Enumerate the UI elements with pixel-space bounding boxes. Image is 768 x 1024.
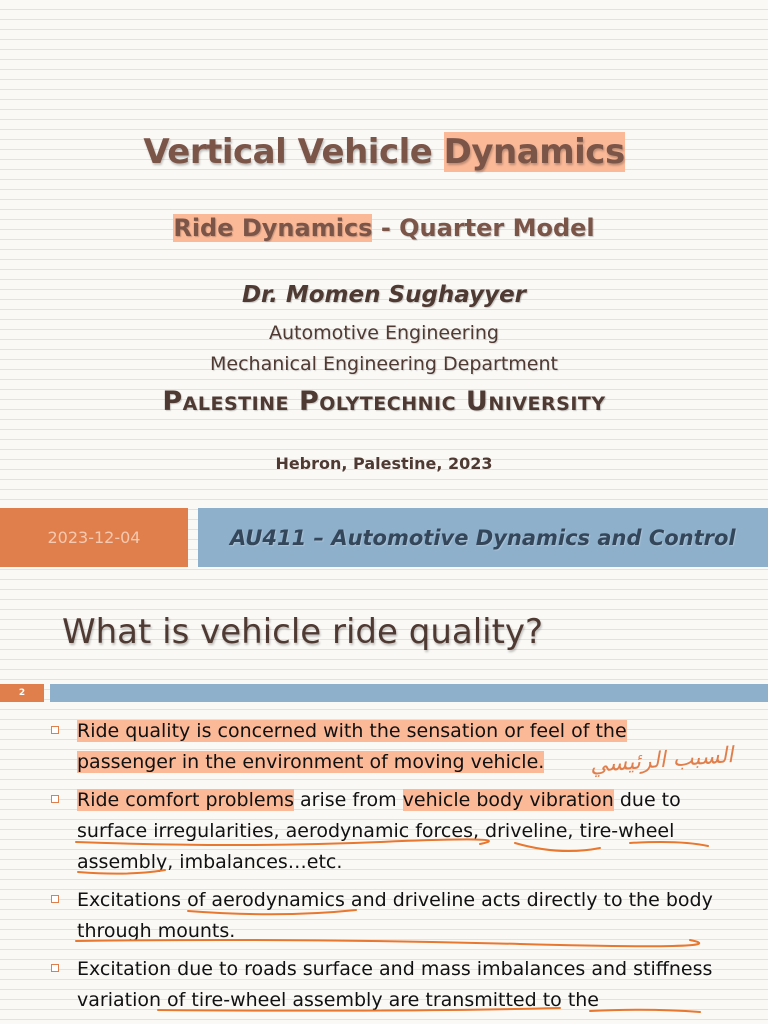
bullet-square-icon — [51, 895, 59, 903]
univ-word: OLYTECHNIC — [319, 393, 457, 415]
header-bar — [50, 684, 768, 702]
author-name: Dr. Momen Sughayyer — [241, 282, 527, 308]
date-footer: 2023-12-04 — [0, 508, 188, 567]
bullet-text: Excitation due to roads surface and mass imbalances and stiffness variation of tire-wheel assembly are transmitted to the — [77, 958, 713, 1011]
bullet-item — [0, 785, 768, 878]
slide-subtitle — [0, 214, 768, 242]
bullet-item — [0, 885, 768, 947]
bullet-text: due to surface irregularities, aerodynamic forces, driveline, tire-wheel assembly, imbalances…etc. — [77, 789, 681, 873]
bullet-highlight: Ride comfort problems — [77, 789, 294, 811]
slide-number: 2 — [0, 684, 44, 702]
university-name — [0, 386, 768, 417]
bullet-square-icon — [51, 726, 59, 734]
bullet-item — [0, 954, 768, 1016]
univ-initial: U — [465, 386, 489, 417]
subtitle-text: - Quarter Model — [372, 214, 595, 242]
program-name: Automotive Engineering — [269, 322, 499, 344]
subtitle-highlight: Ride Dynamics — [173, 214, 373, 242]
handwritten-note: السبب الرئيسي — [589, 743, 735, 778]
univ-word: ALESTINE — [182, 393, 290, 415]
bullet-text: Excitations of aerodynamics and driveline acts directly to the body through mounts. — [77, 889, 713, 942]
univ-word: NIVERSITY — [488, 393, 606, 415]
bullet-square-icon — [51, 795, 59, 803]
bullet-square-icon — [51, 964, 59, 972]
univ-initial: P — [298, 386, 320, 417]
place-year: Hebron, Palestine, 2023 — [275, 454, 493, 473]
title-highlight: Dynamics — [443, 132, 625, 172]
bullet-highlight: vehicle body vibration — [402, 789, 614, 811]
bullet-text: arise from — [293, 789, 403, 811]
title-text: Vertical Vehicle — [143, 132, 444, 172]
department-name: Mechanical Engineering Department — [210, 353, 558, 375]
univ-initial: P — [162, 386, 183, 417]
bullet-highlight: passenger in the environment of moving vehicle. — [77, 751, 545, 773]
course-footer: AU411 – Automotive Dynamics and Control — [198, 508, 768, 567]
slide-title — [0, 132, 768, 172]
slide-title: What is vehicle ride quality? — [62, 612, 544, 652]
bullet-highlight: Ride quality is concerned with the sensation or feel of the — [77, 720, 627, 742]
